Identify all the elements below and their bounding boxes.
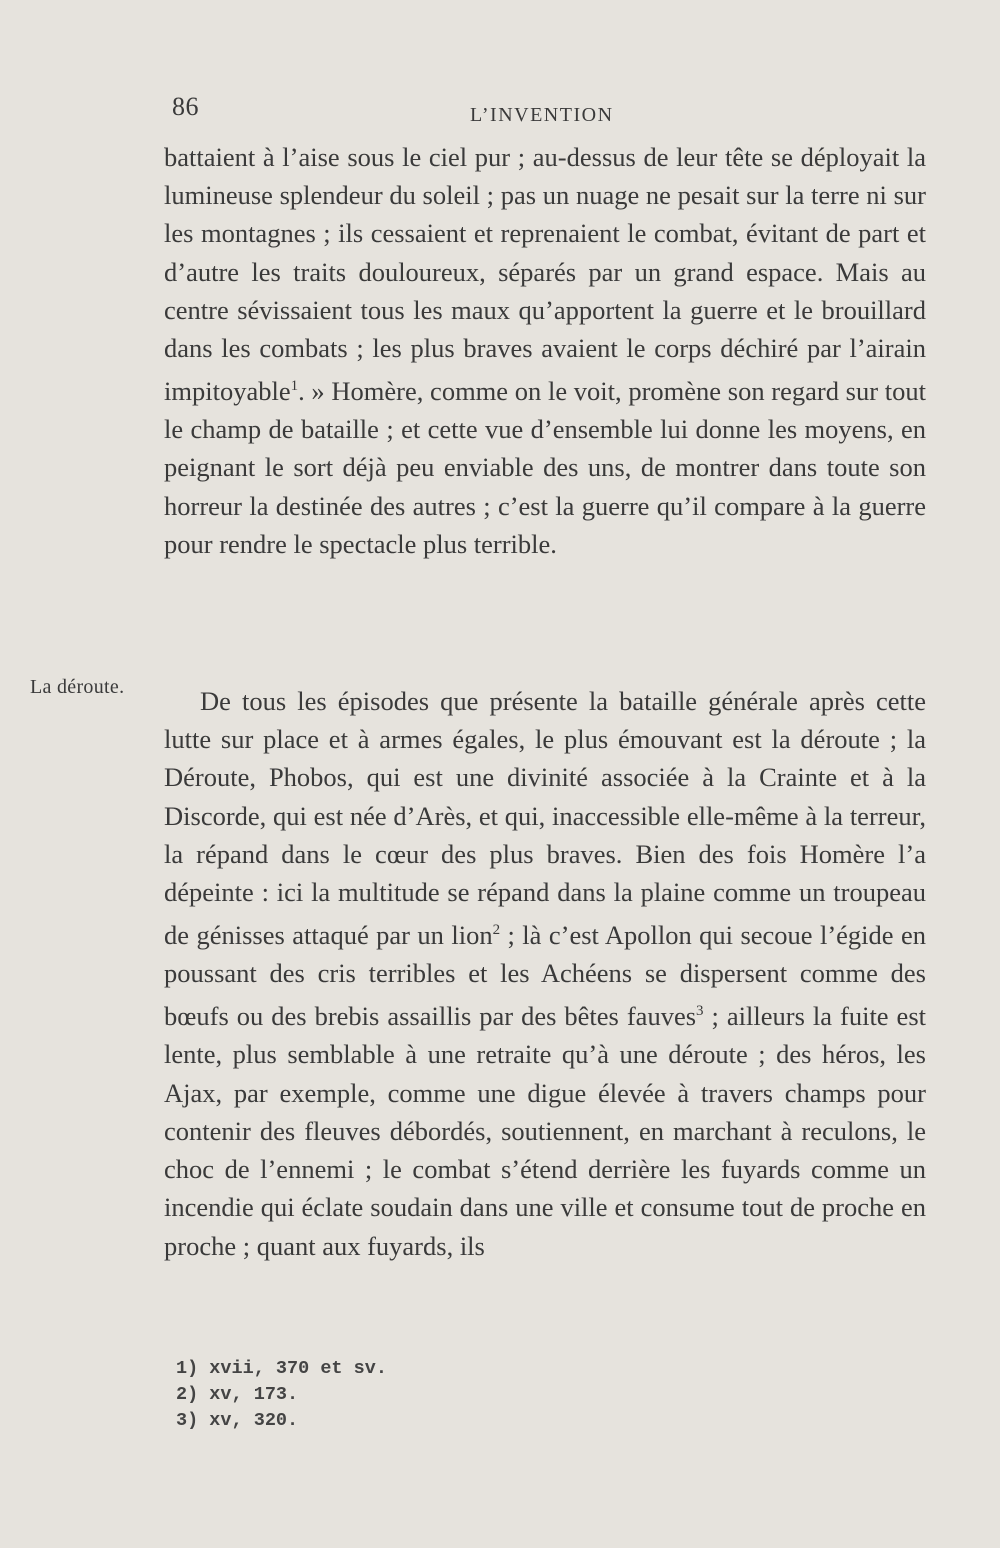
paragraph-2 bbox=[164, 682, 926, 1265]
footnote-1: 1) xvii, 370 et sv. bbox=[176, 1358, 387, 1379]
footnote-ref-3: 3 bbox=[696, 1003, 704, 1020]
paragraph-1-text: battaient à l’aise sous le ciel pur ; au-dessus de leur tête se déployait la lumineuse splendeur du soleil ; pas un nuage ne pesait sur la terre ni sur les montagnes ; ils cessaient et reprenaient le combat, évitant de part et d’autre les traits douloureux, séparés par un grand espace. Mais au centre sévissaient tous les maux qu’apportent la guerre et le brouillard dans les combats ; les plus braves avaient le corps déchiré par l’airain impitoyable bbox=[164, 142, 926, 407]
paragraph-1 bbox=[164, 138, 926, 563]
page-number: 86 bbox=[172, 92, 199, 121]
margin-note: La déroute. bbox=[30, 676, 125, 698]
footnote-2: 2) xv, 173. bbox=[176, 1384, 299, 1405]
footnotes bbox=[176, 1356, 387, 1434]
footnote-ref-1: 1 bbox=[290, 378, 299, 395]
paragraph-2-part-2: ; là c’est Apollon qui secoue l’égide en poussant des cris terribles et les Achéens se dispersent comme des bœufs ou des brebis assaillis par des bêtes fauves bbox=[164, 920, 926, 1032]
footnote-ref-2: 2 bbox=[492, 922, 501, 939]
paragraph-1-tail: . » Homère, comme on le voit, promène son regard sur tout le champ de bataille ; et cette vue d’ensemble lui donne les moyens, en peignant le sort déjà peu enviable des uns, de montrer dans toute son horreur la destinée des autres ; c’est la guerre qu’il compare à la guerre pour rendre le spectacle plus terrible. bbox=[164, 376, 926, 559]
footnote-3: 3) xv, 320. bbox=[176, 1410, 299, 1431]
paragraph-2-part-1: De tous les épisodes que présente la bataille générale après cette lutte sur place et à armes égales, le plus émouvant est la déroute ; la Déroute, Phobos, qui est une divinité associée à la Crainte et à la Discorde, qui est née d’Arès, et qui, inaccessible elle-même à la terreur, la répand dans le cœur des plus braves. Bien des fois Homère l’a dépeinte : ici la multitude se répand dans la plaine comme un troupeau de génisses attaqué par un lion bbox=[164, 686, 926, 951]
paragraph-2-part-3: ; ailleurs la fuite est lente, plus semblable à une retraite qu’à une déroute ; des héros, les Ajax, par exemple, comme une digue élevée à travers champs pour contenir des fleuves débordés, soutiennent, en marchant à reculons, le choc de l’ennemi ; le combat s’étend derrière les fuyards comme un incendie qui éclate soudain dans une ville et consume tout de proche en proche ; quant aux fuyards, ils bbox=[164, 1001, 926, 1261]
running-title: L’INVENTION bbox=[470, 104, 614, 126]
